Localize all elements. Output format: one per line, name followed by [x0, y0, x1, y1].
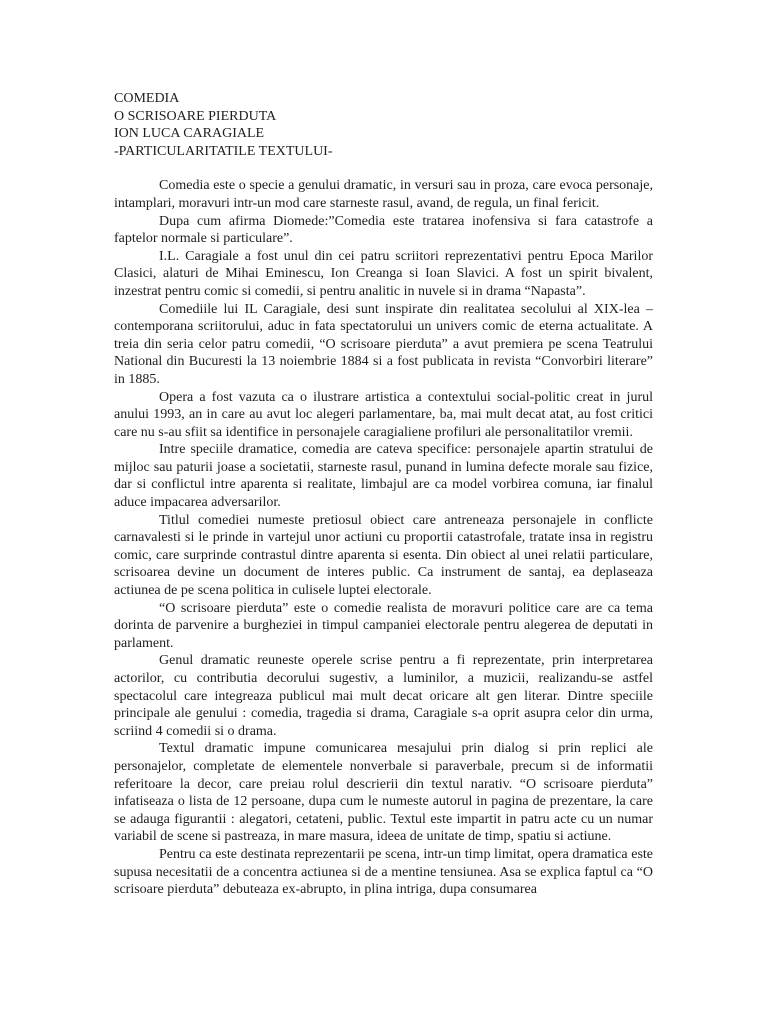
paragraph: Genul dramatic reuneste operele scrise pentru a fi reprezentate, prin interpretarea actorilor, cu contributia decorului sugestiv, a luminilor, a muzicii, realizandu-se astfel spectacolul care integreaza publicul mai mult decat oricare alt gen literar. Dintre speciile principale ale genului : comedia, tragedia si drama, Caragiale s-a oprit asupra celor din urma, scriind 4 comedii si o drama. — [114, 653, 653, 739]
document-heading — [114, 90, 653, 160]
paragraph: I.L. Caragiale a fost unul din cei patru scriitori reprezentativi pentru Epoca Marilor Clasici, alaturi de Mihai Eminescu, Ion Creanga si Ioan Slavici. A fost un spirit bivalent, inzestrat pentru comic si comedii, si pentru analitic in nuvele si in drama “Napasta”. — [114, 248, 653, 299]
heading-title: O SCRISOARE PIERDUTA — [114, 108, 277, 124]
heading-genre: COMEDIA — [114, 91, 180, 106]
heading-subtitle: -PARTICULARITATILE TEXTULUI- — [114, 143, 333, 159]
paragraph: Dupa cum afirma Diomede:”Comedia este tratarea inofensiva si fara catastrofe a faptelor normale si particulare”. — [114, 213, 653, 247]
paragraph: Opera a fost vazuta ca o ilustrare artistica a contextului social-politic creat in jurul anului 1993, an in care au avut loc alegeri parlamentare, ba, mai mult decat atat, au fost critici care nu s-au sfiit sa identifice in personajele caragialiene profiluri ale personalitatilor vremii. — [114, 389, 653, 440]
paragraph: Comediile lui IL Caragiale, desi sunt inspirate din realitatea secolului al XIX-lea – contemporana scriitorului, aduc in fata spectatorului un univers comic de eterna actualitate. A treia din seria celor patru comedii, “O scrisoare pierduta” a avut premiera pe scena Teatrului National din Bucuresti la 13 noiembrie 1884 si a fost publicata in revista “Convorbiri literare” in 1885. — [114, 301, 653, 387]
paragraph: Intre speciile dramatice, comedia are cateva specifice: personajele apartin stratului de mijloc sau paturii joase a societatii, starneste rasul, punand in lumina defecte morale sau fizice, dar si conflictul intre aparenta si realitate, limbajul are ca model vorbirea comuna, iar finalul aduce impacarea adversarilor. — [114, 442, 653, 511]
paragraph: Titlul comediei numeste pretiosul obiect care antreneaza personajele in conflicte carnavalesti si le prinde in vartejul unor actiuni cu proportii catastrofale, tratate insa in registru comic, care surprinde contrastul dintre aparenta si esenta. Din obiect al unei relatii particulare, scrisoarea devine un document de interes public. Ca instrument de santaj, ea deplaseaza actiunea de pe scena politica in culisele luptei electorale. — [114, 512, 653, 599]
paragraph: Comedia este o specie a genului dramatic, in versuri sau in proza, care evoca personaje, intamplari, moravuri intr-un mod care starneste rasul, avand, de regula, un final fericit. — [114, 178, 653, 211]
paragraph: Textul dramatic impune comunicarea mesajului prin dialog si prin replici ale personajelor, completate de elementele nonverbale si paraverbale, precum si de informatii referitoare la decor, care preiau rolul descrierii din textul narativ. “O scrisoare pierduta” infatiseaza o lista de 12 persoane, dupa cum le numeste autorul in pagina de prezentare, la care se adauga figurantii : alegatori, cetateni, public. Textul este impartit in patru acte cu un numar variabil de scene si pastreaza, in mare masura, ideea de unitate de timp, spatiu si actiune. — [114, 741, 653, 845]
heading-author: ION LUCA CARAGIALE — [114, 126, 265, 142]
document-body — [114, 90, 653, 899]
paragraph: Pentru ca este destinata reprezentarii pe scena, intr-un timp limitat, opera dramatica este supusa necesitatii de a concentra actiunea si de a mentine tensiunea. Asa se explica faptul ca “O scrisoare pierduta” debuteaza ex-abrupto, in plina intriga, dupa consumarea — [114, 846, 653, 898]
paragraph: “O scrisoare pierduta” este o comedie realista de moravuri politice care are ca tema dorinta de parvenire a burgheziei in timpul campaniei electorale pentru alegerea de deputati in parlament. — [114, 600, 653, 651]
